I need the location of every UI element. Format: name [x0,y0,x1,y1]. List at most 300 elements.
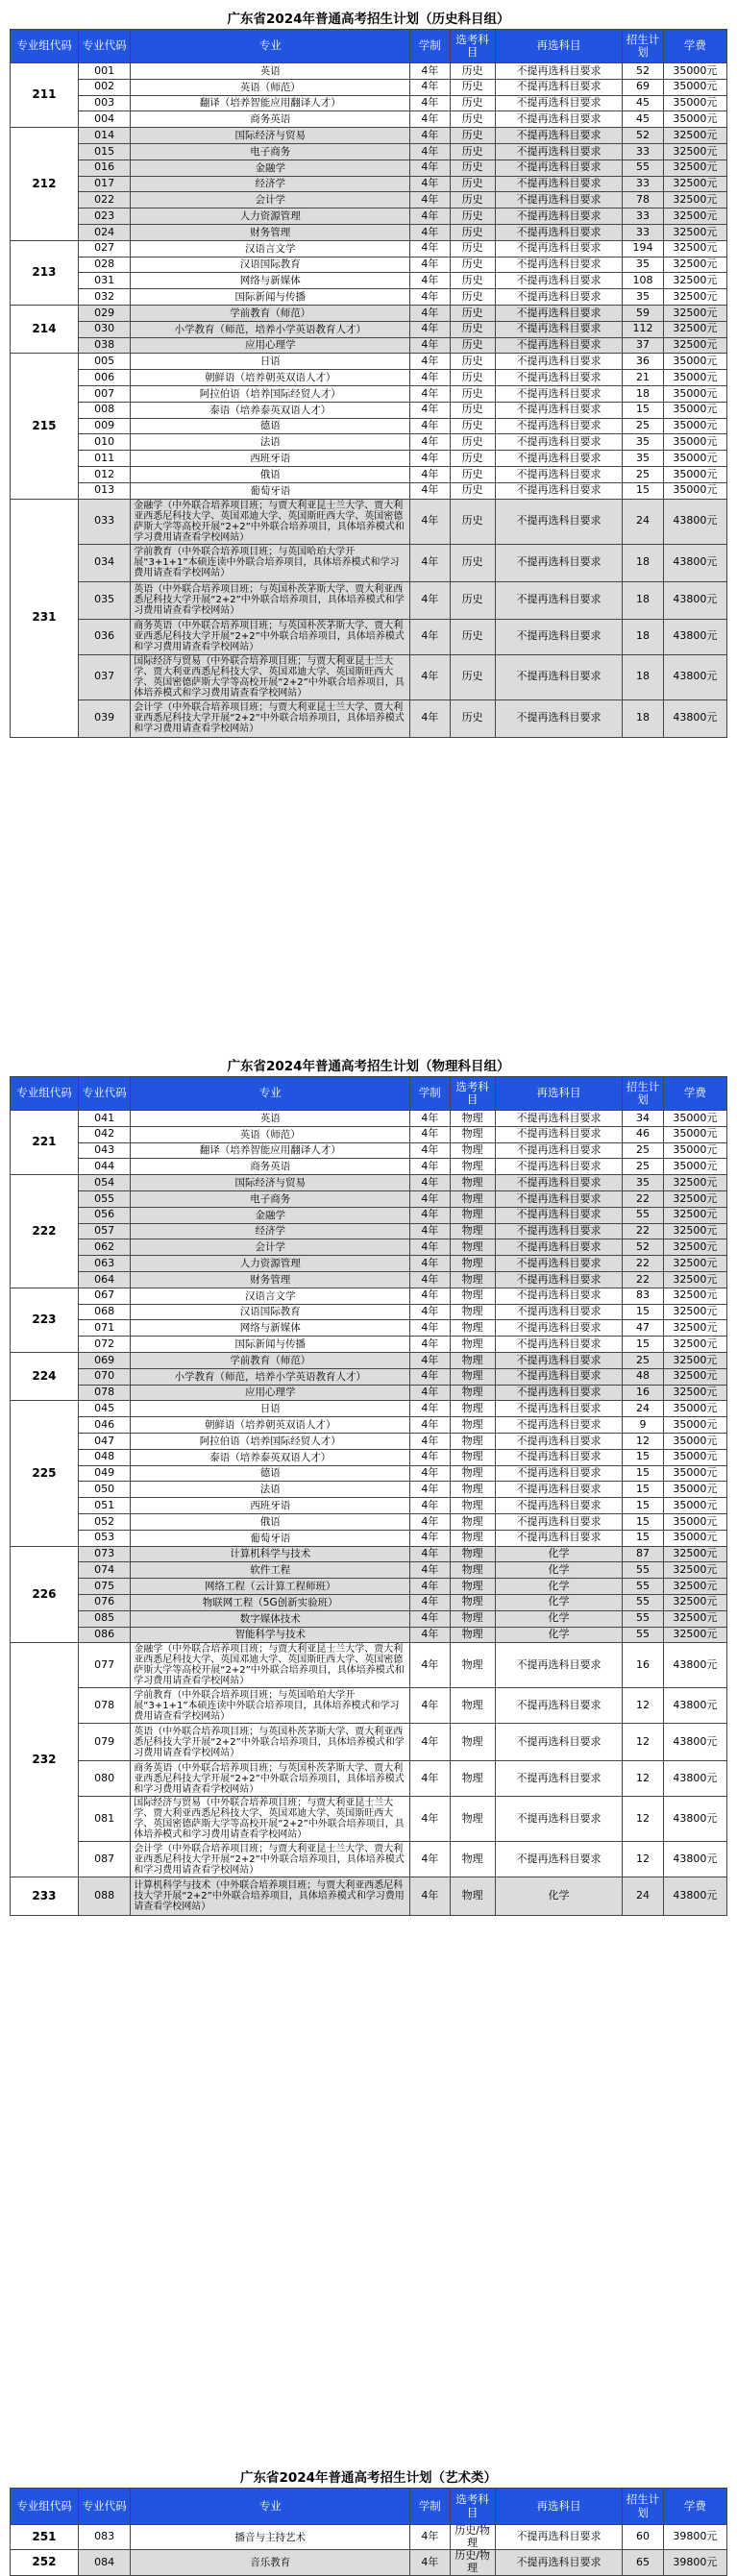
duration: 4年 [410,1256,450,1272]
required-subject: 物理 [450,1546,495,1562]
extra-subject: 不提再选科目要求 [495,451,622,467]
major-code: 038 [78,337,130,354]
table-row [11,1627,727,1643]
group-code: 233 [11,1877,79,1916]
extra-subject: 化学 [495,1594,622,1610]
quota: 25 [623,1352,664,1368]
tuition: 32500元 [663,1562,726,1579]
table-row [11,1562,727,1579]
tuition: 32500元 [663,1352,726,1368]
major-name: 数字媒体技术 [131,1610,410,1627]
duration: 4年 [410,1126,450,1142]
major-name: 金融学 [131,159,410,176]
tuition: 32500元 [663,1223,726,1239]
duration: 4年 [410,434,450,451]
extra-subject: 不提再选科目要求 [495,305,622,321]
table-row [11,111,727,128]
quota: 12 [623,1761,664,1797]
quota: 52 [623,63,664,80]
tuition: 32500元 [663,209,726,225]
major-code: 047 [78,1433,130,1449]
major-name: 学前教育（师范） [131,305,410,321]
duration: 4年 [410,240,450,257]
extra-subject: 不提再选科目要求 [495,289,622,306]
extra-subject: 不提再选科目要求 [495,654,622,699]
quota: 12 [623,1797,664,1842]
tuition: 35000元 [663,1417,726,1434]
extra-subject: 不提再选科目要求 [495,1190,622,1207]
quota: 55 [623,1610,664,1627]
quota: 55 [623,159,664,176]
table-row [11,176,727,192]
major-name: 翻译（培养智能应用翻译人才） [131,95,410,111]
major-code: 055 [78,1190,130,1207]
major-code: 004 [78,111,130,128]
table-row [11,1111,727,1127]
required-subject: 物理 [450,1513,495,1530]
extra-subject: 不提再选科目要求 [495,1385,622,1401]
tuition: 32500元 [663,192,726,209]
extra-subject: 不提再选科目要求 [495,1142,622,1159]
major-name: 泰语（培养泰英双语人才） [131,1449,410,1465]
major-name: 学前教育（师范） [131,1352,410,1368]
required-subject: 历史 [450,654,495,699]
major-code: 054 [78,1175,130,1191]
major-name: 西班牙语 [131,451,410,467]
extra-subject: 不提再选科目要求 [495,1207,622,1223]
required-subject: 物理 [450,1159,495,1175]
table-row [11,1271,727,1288]
quota: 16 [623,1385,664,1401]
tuition: 32500元 [663,1256,726,1272]
tuition: 43800元 [663,1797,726,1842]
extra-subject: 不提再选科目要求 [495,1688,622,1724]
major-name: 小学教育（师范，培养小学英语教育人才） [131,1368,410,1385]
major-name: 汉语国际教育 [131,1304,410,1320]
table-row [11,2525,727,2550]
required-subject: 物理 [450,1498,495,1514]
tuition: 35000元 [663,1126,726,1142]
extra-subject: 不提再选科目要求 [495,1159,622,1175]
extra-subject: 不提再选科目要求 [495,1304,622,1320]
column-header: 选考科目 [450,1077,495,1111]
extra-subject: 不提再选科目要求 [495,1433,622,1449]
tuition: 43800元 [663,699,726,737]
extra-subject: 不提再选科目要求 [495,1842,622,1877]
quota: 15 [623,1337,664,1353]
required-subject: 物理 [450,1417,495,1434]
major-name: 音乐教育 [131,2550,410,2575]
extra-subject: 不提再选科目要求 [495,209,622,225]
major-code: 028 [78,257,130,273]
quota: 59 [623,305,664,321]
group-code: 223 [11,1288,79,1352]
quota: 15 [623,1304,664,1320]
tuition: 32500元 [663,337,726,354]
major-code: 035 [78,581,130,619]
quota: 18 [623,699,664,737]
extra-subject: 不提再选科目要求 [495,1797,622,1842]
table-row [11,1190,727,1207]
tuition: 32500元 [663,1207,726,1223]
major-code: 052 [78,1513,130,1530]
column-header: 专业 [131,30,410,63]
major-code: 081 [78,1797,130,1842]
quota: 9 [623,1417,664,1434]
major-name: 物联网工程（5G创新实验班） [131,1594,410,1610]
extra-subject: 不提再选科目要求 [495,385,622,402]
table-row [11,1239,727,1256]
quota: 15 [623,1449,664,1465]
quota: 45 [623,95,664,111]
major-name: 小学教育（师范，培养小学英语教育人才） [131,321,410,337]
major-code: 051 [78,1498,130,1514]
major-code: 009 [78,418,130,434]
major-name: 经济学 [131,176,410,192]
table-row [11,128,727,144]
quota: 36 [623,354,664,370]
major-name: 国际经济与贸易 [131,1175,410,1191]
duration: 4年 [410,1842,450,1877]
major-code: 085 [78,1610,130,1627]
major-code: 049 [78,1465,130,1482]
tuition: 43800元 [663,1643,726,1688]
major-code: 080 [78,1761,130,1797]
major-name: 俄语 [131,1513,410,1530]
table-row [11,1449,727,1465]
major-name: 英语（师范） [131,79,410,95]
duration: 4年 [410,95,450,111]
duration: 4年 [410,1175,450,1191]
major-code: 017 [78,176,130,192]
major-code: 078 [78,1688,130,1724]
tuition: 35000元 [663,434,726,451]
required-subject: 物理 [450,1627,495,1643]
extra-subject: 不提再选科目要求 [495,176,622,192]
major-code: 037 [78,654,130,699]
major-name: 阿拉伯语（培养国际经贸人才） [131,1433,410,1449]
extra-subject: 不提再选科目要求 [495,1417,622,1434]
group-code: 222 [11,1175,79,1288]
major-code: 088 [78,1877,130,1916]
required-subject: 历史 [450,370,495,386]
extra-subject: 化学 [495,1610,622,1627]
required-subject: 历史 [450,619,495,654]
table-row [11,1352,727,1368]
duration: 4年 [410,1594,450,1610]
major-name: 国际经济与贸易（中外联合培养项目班；与贾大利亚昆士兰大学、贾大利亚西悉尼科技大学、英国邓迪大学、英国斯旺西大学、英国密德萨斯大学等高校开展“2+2”中外联合培养项目，具体培养模式和学习费用请查看学校网站） [131,654,410,699]
table-row [11,699,727,737]
major-name: 商务英语 [131,1159,410,1175]
major-code: 030 [78,321,130,337]
header-row [11,1077,727,1111]
column-header: 选考科目 [450,2489,495,2525]
quota: 22 [623,1271,664,1288]
quota: 55 [623,1627,664,1643]
duration: 4年 [410,619,450,654]
tuition: 32500元 [663,1337,726,1353]
table-row [11,451,727,467]
table-row [11,544,727,581]
major-name: 商务英语 [131,111,410,128]
table-row [11,1530,727,1546]
tuition: 35000元 [663,1513,726,1530]
quota: 87 [623,1546,664,1562]
extra-subject: 不提再选科目要求 [495,1352,622,1368]
duration: 4年 [410,499,450,544]
required-subject: 历史 [450,385,495,402]
quota: 18 [623,385,664,402]
duration: 4年 [410,699,450,737]
major-code: 006 [78,370,130,386]
tuition: 35000元 [663,1433,726,1449]
column-header: 专业组代码 [11,2489,79,2525]
quota: 52 [623,128,664,144]
column-header: 专业 [131,1077,410,1111]
major-code: 067 [78,1288,130,1304]
major-code: 057 [78,1223,130,1239]
column-header: 学费 [663,30,726,63]
duration: 4年 [410,159,450,176]
duration: 4年 [410,1142,450,1159]
quota: 55 [623,1579,664,1595]
major-code: 033 [78,499,130,544]
duration: 4年 [410,1465,450,1482]
required-subject: 历史 [450,111,495,128]
duration: 4年 [410,402,450,418]
required-subject: 历史 [450,499,495,544]
tuition: 35000元 [663,1142,726,1159]
extra-subject: 不提再选科目要求 [495,1513,622,1530]
table-row [11,434,727,451]
extra-subject: 不提再选科目要求 [495,466,622,482]
required-subject: 物理 [450,1142,495,1159]
table-row [11,1610,727,1627]
required-subject: 物理 [450,1797,495,1842]
quota: 12 [623,1688,664,1724]
major-name: 国际新闻与传播 [131,1337,410,1353]
column-header: 学费 [663,2489,726,2525]
tuition: 32500元 [663,1368,726,1385]
group-code: 212 [11,128,79,241]
major-code: 063 [78,1256,130,1272]
duration: 4年 [410,1610,450,1627]
required-subject: 历史 [450,143,495,159]
major-name: 商务英语（中外联合培养项目班；与英国朴茨茅斯大学、贾大利亚西悉尼科技大学开展“2+2”中外联合培养项目，具体培养模式和学习费用请查看学校网站） [131,1761,410,1797]
major-code: 002 [78,79,130,95]
tuition: 35000元 [663,385,726,402]
plan-table-art [10,2488,727,2576]
major-code: 056 [78,1207,130,1223]
major-code: 086 [78,1627,130,1643]
major-name: 人力资源管理 [131,1256,410,1272]
duration: 4年 [410,1207,450,1223]
extra-subject: 不提再选科目要求 [495,63,622,80]
extra-subject: 不提再选科目要求 [495,1498,622,1514]
major-name: 金融学 [131,1207,410,1223]
duration: 4年 [410,192,450,209]
quota: 69 [623,79,664,95]
duration: 4年 [410,451,450,467]
table-row [11,1126,727,1142]
major-name: 汉语国际教育 [131,257,410,273]
duration: 4年 [410,1482,450,1498]
duration: 4年 [410,1368,450,1385]
major-name: 会计学 [131,192,410,209]
major-code: 027 [78,240,130,257]
tuition: 32500元 [663,273,726,289]
tuition: 35000元 [663,1482,726,1498]
tuition: 39800元 [663,2550,726,2575]
tuition: 32500元 [663,1320,726,1337]
table-row [11,1797,727,1842]
duration: 4年 [410,1562,450,1579]
tuition: 35000元 [663,418,726,434]
table-row [11,273,727,289]
required-subject: 物理 [450,1877,495,1916]
extra-subject: 不提再选科目要求 [495,1449,622,1465]
table-row [11,1761,727,1797]
major-name: 汉语言文学 [131,240,410,257]
duration: 4年 [410,466,450,482]
quota: 22 [623,1256,664,1272]
duration: 4年 [410,1498,450,1514]
quota: 34 [623,1111,664,1127]
tuition: 35000元 [663,451,726,467]
duration: 4年 [410,1724,450,1761]
major-name: 朝鲜语（培养朝英双语人才） [131,370,410,386]
quota: 18 [623,544,664,581]
major-name: 应用心理学 [131,1385,410,1401]
major-code: 072 [78,1337,130,1353]
required-subject: 历史 [450,273,495,289]
tuition: 35000元 [663,1401,726,1417]
required-subject: 物理 [450,1111,495,1127]
major-name: 计算机科学与技术（中外联合培养项目班；与贾大利亚西悉尼科技大学开展“2+2”中外联合培养项目，具体培养模式和学习费用请查看学校网站） [131,1877,410,1916]
duration: 4年 [410,257,450,273]
required-subject: 物理 [450,1175,495,1191]
column-header: 招生计划 [623,2489,664,2525]
major-code: 070 [78,1368,130,1385]
extra-subject: 不提再选科目要求 [495,192,622,209]
column-header: 招生计划 [623,1077,664,1111]
tuition: 43800元 [663,1842,726,1877]
column-header: 专业代码 [78,2489,130,2525]
quota: 22 [623,1223,664,1239]
major-name: 会计学（中外联合培养项目班；与贾大利亚昆士兰大学、贾大利亚西悉尼科技大学开展“2+2”中外联合培养项目，具体培养模式和学习费用请查看学校网站） [131,699,410,737]
major-name: 财务管理 [131,1271,410,1288]
quota: 48 [623,1368,664,1385]
extra-subject: 不提再选科目要求 [495,1256,622,1272]
required-subject: 历史 [450,699,495,737]
major-name: 网络与新媒体 [131,273,410,289]
major-code: 050 [78,1482,130,1498]
extra-subject: 不提再选科目要求 [495,1530,622,1546]
tuition: 32500元 [663,1610,726,1627]
table-row [11,1579,727,1595]
major-code: 013 [78,482,130,499]
table-row [11,305,727,321]
extra-subject: 不提再选科目要求 [495,143,622,159]
quota: 35 [623,289,664,306]
major-code: 015 [78,143,130,159]
table-row [11,1159,727,1175]
required-subject: 物理 [450,1449,495,1465]
major-name: 德语 [131,1465,410,1482]
duration: 4年 [410,1877,450,1916]
table-row [11,192,727,209]
table-row [11,289,727,306]
duration: 4年 [410,1239,450,1256]
tuition: 32500元 [663,1271,726,1288]
duration: 4年 [410,209,450,225]
extra-subject: 化学 [495,1877,622,1916]
required-subject: 历史 [450,321,495,337]
tuition: 35000元 [663,95,726,111]
major-name: 金融学（中外联合培养项目班；与贾大利亚昆士兰大学、贾大利亚西悉尼科技大学、英国邓迪大学、英国斯旺西大学、英国密德萨斯大学等高校开展“2+2”中外联合培养项目，具体培养模式和学习费用请查看学校网站） [131,499,410,544]
required-subject: 物理 [450,1352,495,1368]
major-code: 011 [78,451,130,467]
extra-subject: 不提再选科目要求 [495,1271,622,1288]
required-subject: 历史 [450,581,495,619]
column-header: 专业 [131,2489,410,2525]
major-code: 046 [78,1417,130,1434]
major-code: 071 [78,1320,130,1337]
table-row [11,1304,727,1320]
required-subject: 物理 [450,1562,495,1579]
major-code: 031 [78,273,130,289]
quota: 46 [623,1126,664,1142]
duration: 4年 [410,1111,450,1127]
extra-subject: 不提再选科目要求 [495,619,622,654]
tuition: 43800元 [663,1688,726,1724]
required-subject: 历史 [450,482,495,499]
major-code: 074 [78,1562,130,1579]
column-header: 学制 [410,1077,450,1111]
duration: 4年 [410,1627,450,1643]
duration: 4年 [410,1352,450,1368]
duration: 4年 [410,1449,450,1465]
quota: 47 [623,1320,664,1337]
duration: 4年 [410,337,450,354]
tuition: 43800元 [663,1724,726,1761]
tuition: 35000元 [663,482,726,499]
column-header: 再选科目 [495,1077,622,1111]
major-name: 学前教育（中外联合培养项目班；与英国哈珀大学开展“3+1+1”本硕连读中外联合培养项目，具体培养模式和学习费用请查看学校网站） [131,1688,410,1724]
major-code: 029 [78,305,130,321]
quota: 55 [623,1594,664,1610]
major-code: 003 [78,95,130,111]
duration: 4年 [410,1546,450,1562]
quota: 33 [623,176,664,192]
major-code: 036 [78,619,130,654]
tuition: 32500元 [663,240,726,257]
major-code: 075 [78,1579,130,1595]
extra-subject: 不提再选科目要求 [495,1320,622,1337]
table-row [11,385,727,402]
tuition: 43800元 [663,499,726,544]
major-code: 005 [78,354,130,370]
required-subject: 物理 [450,1688,495,1724]
duration: 4年 [410,1688,450,1724]
extra-subject: 不提再选科目要求 [495,1761,622,1797]
required-subject: 物理 [450,1724,495,1761]
quota: 16 [623,1643,664,1688]
extra-subject: 化学 [495,1627,622,1643]
major-code: 062 [78,1239,130,1256]
major-name: 英语（师范） [131,1126,410,1142]
tuition: 32500元 [663,1175,726,1191]
